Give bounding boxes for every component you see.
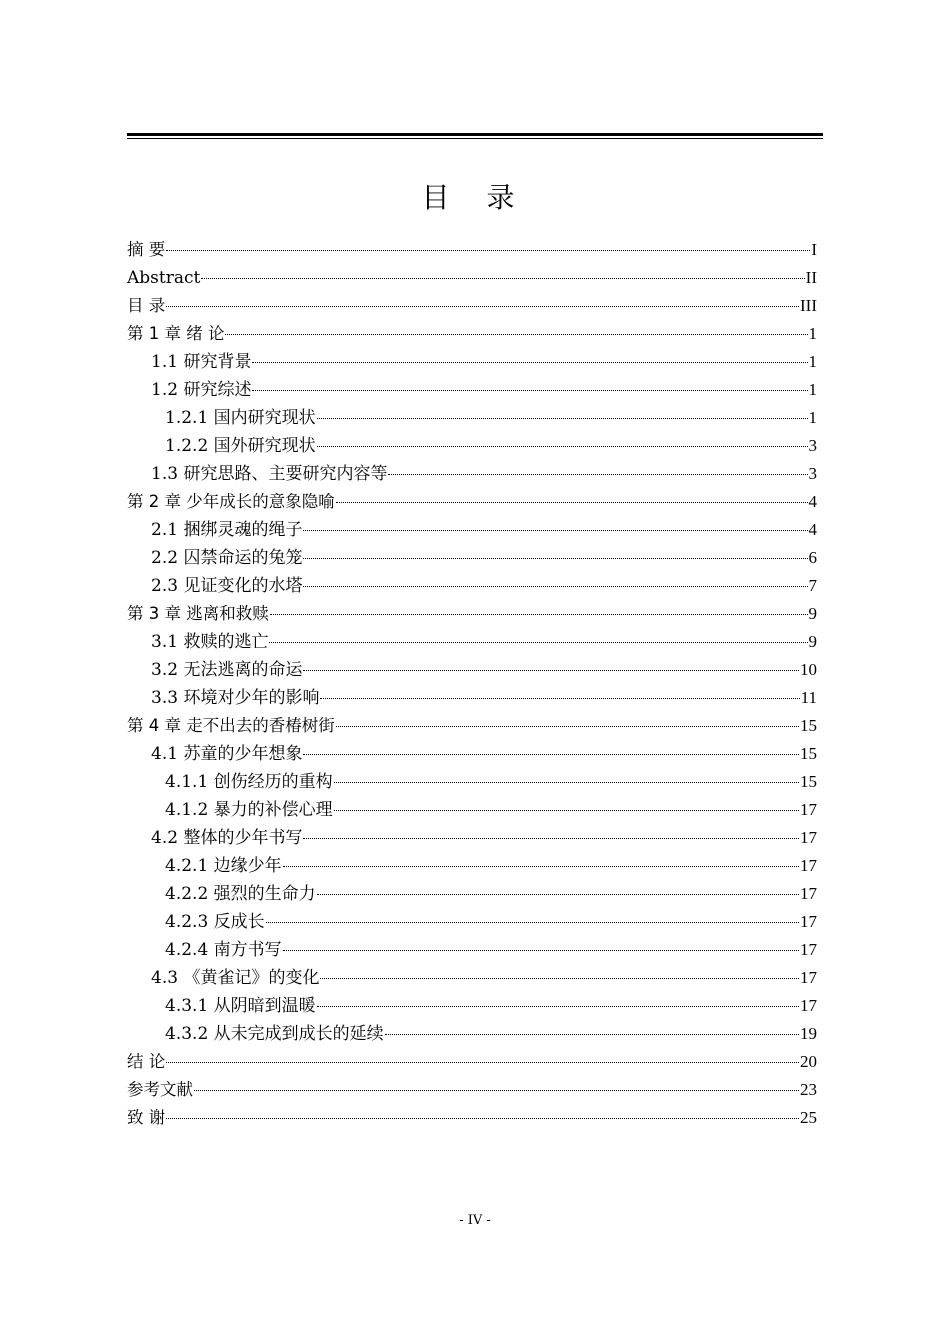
toc-entry[interactable]	[127, 516, 817, 544]
toc-entry-label: 第 1 章 绪 论	[127, 324, 225, 343]
toc-entry-label: 4.1 苏童的少年想象	[151, 744, 303, 764]
toc-entry-page: 9	[808, 632, 817, 651]
toc-entry-label: 2.1 捆绑灵魂的绳子	[151, 520, 303, 540]
toc-entry-label: 2.3 见证变化的水塔	[151, 576, 303, 596]
toc-entry-page: 17	[800, 828, 817, 847]
toc-leader-dots	[166, 249, 810, 251]
toc-entry-label: 1.3 研究思路、主要研究内容等	[151, 464, 388, 484]
toc-entry-label: 3.2 无法逃离的命运	[151, 660, 303, 680]
toc-entry[interactable]	[127, 1048, 817, 1076]
toc-entry-page: 20	[800, 1052, 817, 1071]
toc-entry[interactable]	[127, 824, 817, 852]
toc-entry-label: 2.2 囚禁命运的兔笼	[151, 548, 303, 568]
page-title: 目 录	[421, 181, 529, 214]
toc-entry-page: 15	[800, 772, 817, 791]
toc-entry[interactable]	[127, 292, 817, 320]
toc-entry-label: 1.2.2 国外研究现状	[165, 436, 316, 456]
toc-entry-page: II	[805, 268, 817, 287]
toc-entry-page: 6	[808, 548, 817, 567]
toc-entry-page: 19	[800, 1024, 817, 1043]
toc-entry[interactable]	[127, 880, 817, 908]
toc-entry[interactable]	[127, 236, 817, 264]
toc-leader-dots	[166, 1061, 799, 1063]
toc-entry-page: 17	[800, 940, 817, 959]
toc-entry-page: 1	[808, 380, 817, 399]
toc-entry-page: 9	[808, 604, 817, 623]
toc-entry[interactable]	[127, 992, 817, 1020]
toc-entry-label: 第 3 章 逃离和救赎	[127, 604, 269, 623]
toc-entry-label: 4.2 整体的少年书写	[151, 828, 303, 848]
toc-leader-dots	[320, 977, 799, 979]
toc-entry-page: 1	[808, 408, 817, 427]
toc-leader-dots	[385, 1033, 799, 1035]
toc-entry-page: 23	[800, 1080, 817, 1099]
toc-leader-dots	[303, 837, 799, 839]
toc-leader-dots	[336, 725, 799, 727]
toc-leader-dots	[303, 529, 807, 531]
toc-entry-page: 3	[808, 436, 817, 455]
toc-entry-label: 4.3 《黄雀记》的变化	[151, 968, 320, 988]
toc-entry[interactable]	[127, 1020, 817, 1048]
toc-leader-dots	[317, 893, 799, 895]
toc-entry[interactable]	[127, 796, 817, 824]
toc-entry-page: 17	[800, 996, 817, 1015]
toc-entry-page: 17	[800, 800, 817, 819]
toc-entry-label: Abstract	[127, 268, 201, 288]
toc-leader-dots	[303, 585, 807, 587]
toc-entry-label: 1.1 研究背景	[151, 352, 252, 372]
toc-leader-dots	[317, 1005, 799, 1007]
toc-leader-dots	[283, 949, 799, 951]
toc-entry-label: 4.2.3 反成长	[165, 912, 265, 932]
toc-entry-page: 1	[808, 352, 817, 371]
toc-entry-page: 17	[800, 968, 817, 987]
toc-leader-dots	[303, 753, 799, 755]
toc-leader-dots	[269, 641, 807, 643]
toc-entry[interactable]	[127, 404, 817, 432]
page-number-footer: - IV -	[459, 1213, 491, 1228]
toc-leader-dots	[303, 669, 799, 671]
toc-leader-dots	[270, 613, 808, 615]
toc-entry[interactable]	[127, 740, 817, 768]
header-rule-thick	[127, 133, 823, 136]
toc-leader-dots	[317, 417, 808, 419]
toc-entry-page: 15	[800, 716, 817, 735]
toc-entry[interactable]	[127, 712, 817, 740]
toc-leader-dots	[201, 277, 804, 279]
toc-entry-page: 4	[808, 492, 817, 511]
toc-entry[interactable]	[127, 544, 817, 572]
toc-entry-label: 4.1.1 创伤经历的重构	[165, 772, 333, 792]
toc-entry-page: III	[800, 296, 817, 315]
toc-entry[interactable]	[127, 628, 817, 656]
toc-entry-page: 7	[808, 576, 817, 595]
toc-entry-label: 3.3 环境对少年的影响	[151, 688, 320, 708]
toc-leader-dots	[303, 557, 807, 559]
toc-entry-page: 15	[800, 744, 817, 763]
toc-entry[interactable]	[127, 488, 817, 516]
toc-entry-page: 3	[808, 464, 817, 483]
toc-entry[interactable]	[127, 432, 817, 460]
header-rule-thin	[127, 138, 823, 139]
toc-entry-label: 4.3.1 从阴暗到温暖	[165, 996, 316, 1016]
toc-entry[interactable]	[127, 600, 817, 628]
toc-entry[interactable]	[127, 964, 817, 992]
toc-entry[interactable]	[127, 852, 817, 880]
table-of-contents	[127, 236, 817, 1132]
toc-leader-dots	[166, 305, 799, 307]
toc-entry-label: 4.1.2 暴力的补偿心理	[165, 800, 333, 820]
toc-entry-label: 第 4 章 走不出去的香椿树街	[127, 716, 335, 735]
toc-leader-dots	[252, 361, 807, 363]
toc-entry-label: 3.1 救赎的逃亡	[151, 632, 269, 652]
toc-entry-page: 1	[808, 324, 817, 343]
toc-entry[interactable]	[127, 460, 817, 488]
toc-entry-page: 17	[800, 884, 817, 903]
toc-entry-label: 目 录	[127, 296, 166, 315]
toc-entry-label: 4.2.2 强烈的生命力	[165, 884, 316, 904]
toc-entry-label: 第 2 章 少年成长的意象隐喻	[127, 492, 335, 511]
toc-entry[interactable]	[127, 1076, 817, 1104]
toc-entry-page: 11	[800, 688, 817, 707]
toc-entry[interactable]	[127, 376, 817, 404]
toc-leader-dots	[334, 781, 799, 783]
toc-entry-label: 4.3.2 从未完成到成长的延续	[165, 1024, 384, 1044]
toc-entry-label: 4.2.1 边缘少年	[165, 856, 282, 876]
toc-entry-page: 17	[800, 912, 817, 931]
toc-entry[interactable]	[127, 908, 817, 936]
toc-leader-dots	[317, 445, 808, 447]
toc-entry[interactable]	[127, 348, 817, 376]
toc-leader-dots	[225, 333, 807, 335]
toc-leader-dots	[283, 865, 799, 867]
toc-entry-page: I	[811, 240, 817, 259]
toc-leader-dots	[194, 1089, 799, 1091]
toc-entry-page: 17	[800, 856, 817, 875]
toc-entry[interactable]	[127, 684, 817, 712]
toc-leader-dots	[266, 921, 799, 923]
toc-leader-dots	[320, 697, 799, 699]
toc-entry[interactable]	[127, 656, 817, 684]
header-rule	[127, 133, 823, 139]
toc-entry[interactable]	[127, 320, 817, 348]
toc-entry-label: 1.2 研究综述	[151, 380, 252, 400]
toc-entry-page: 10	[800, 660, 817, 679]
toc-entry-page: 4	[808, 520, 817, 539]
toc-entry-label: 致 谢	[127, 1108, 166, 1127]
toc-entry[interactable]	[127, 768, 817, 796]
toc-entry-label: 1.2.1 国内研究现状	[165, 408, 316, 428]
toc-entry[interactable]	[127, 572, 817, 600]
toc-entry-page: 25	[800, 1108, 817, 1127]
toc-leader-dots	[336, 501, 808, 503]
toc-entry-label: 摘 要	[127, 240, 166, 259]
toc-entry-label: 4.2.4 南方书写	[165, 940, 282, 960]
toc-entry[interactable]	[127, 264, 817, 292]
toc-entry[interactable]	[127, 936, 817, 964]
toc-leader-dots	[334, 809, 799, 811]
toc-entry-label: 结 论	[127, 1052, 166, 1071]
toc-leader-dots	[388, 473, 807, 475]
toc-leader-dots	[166, 1117, 799, 1119]
toc-entry-label: 参考文献	[127, 1080, 193, 1099]
toc-leader-dots	[252, 389, 807, 391]
toc-entry[interactable]	[127, 1104, 817, 1132]
